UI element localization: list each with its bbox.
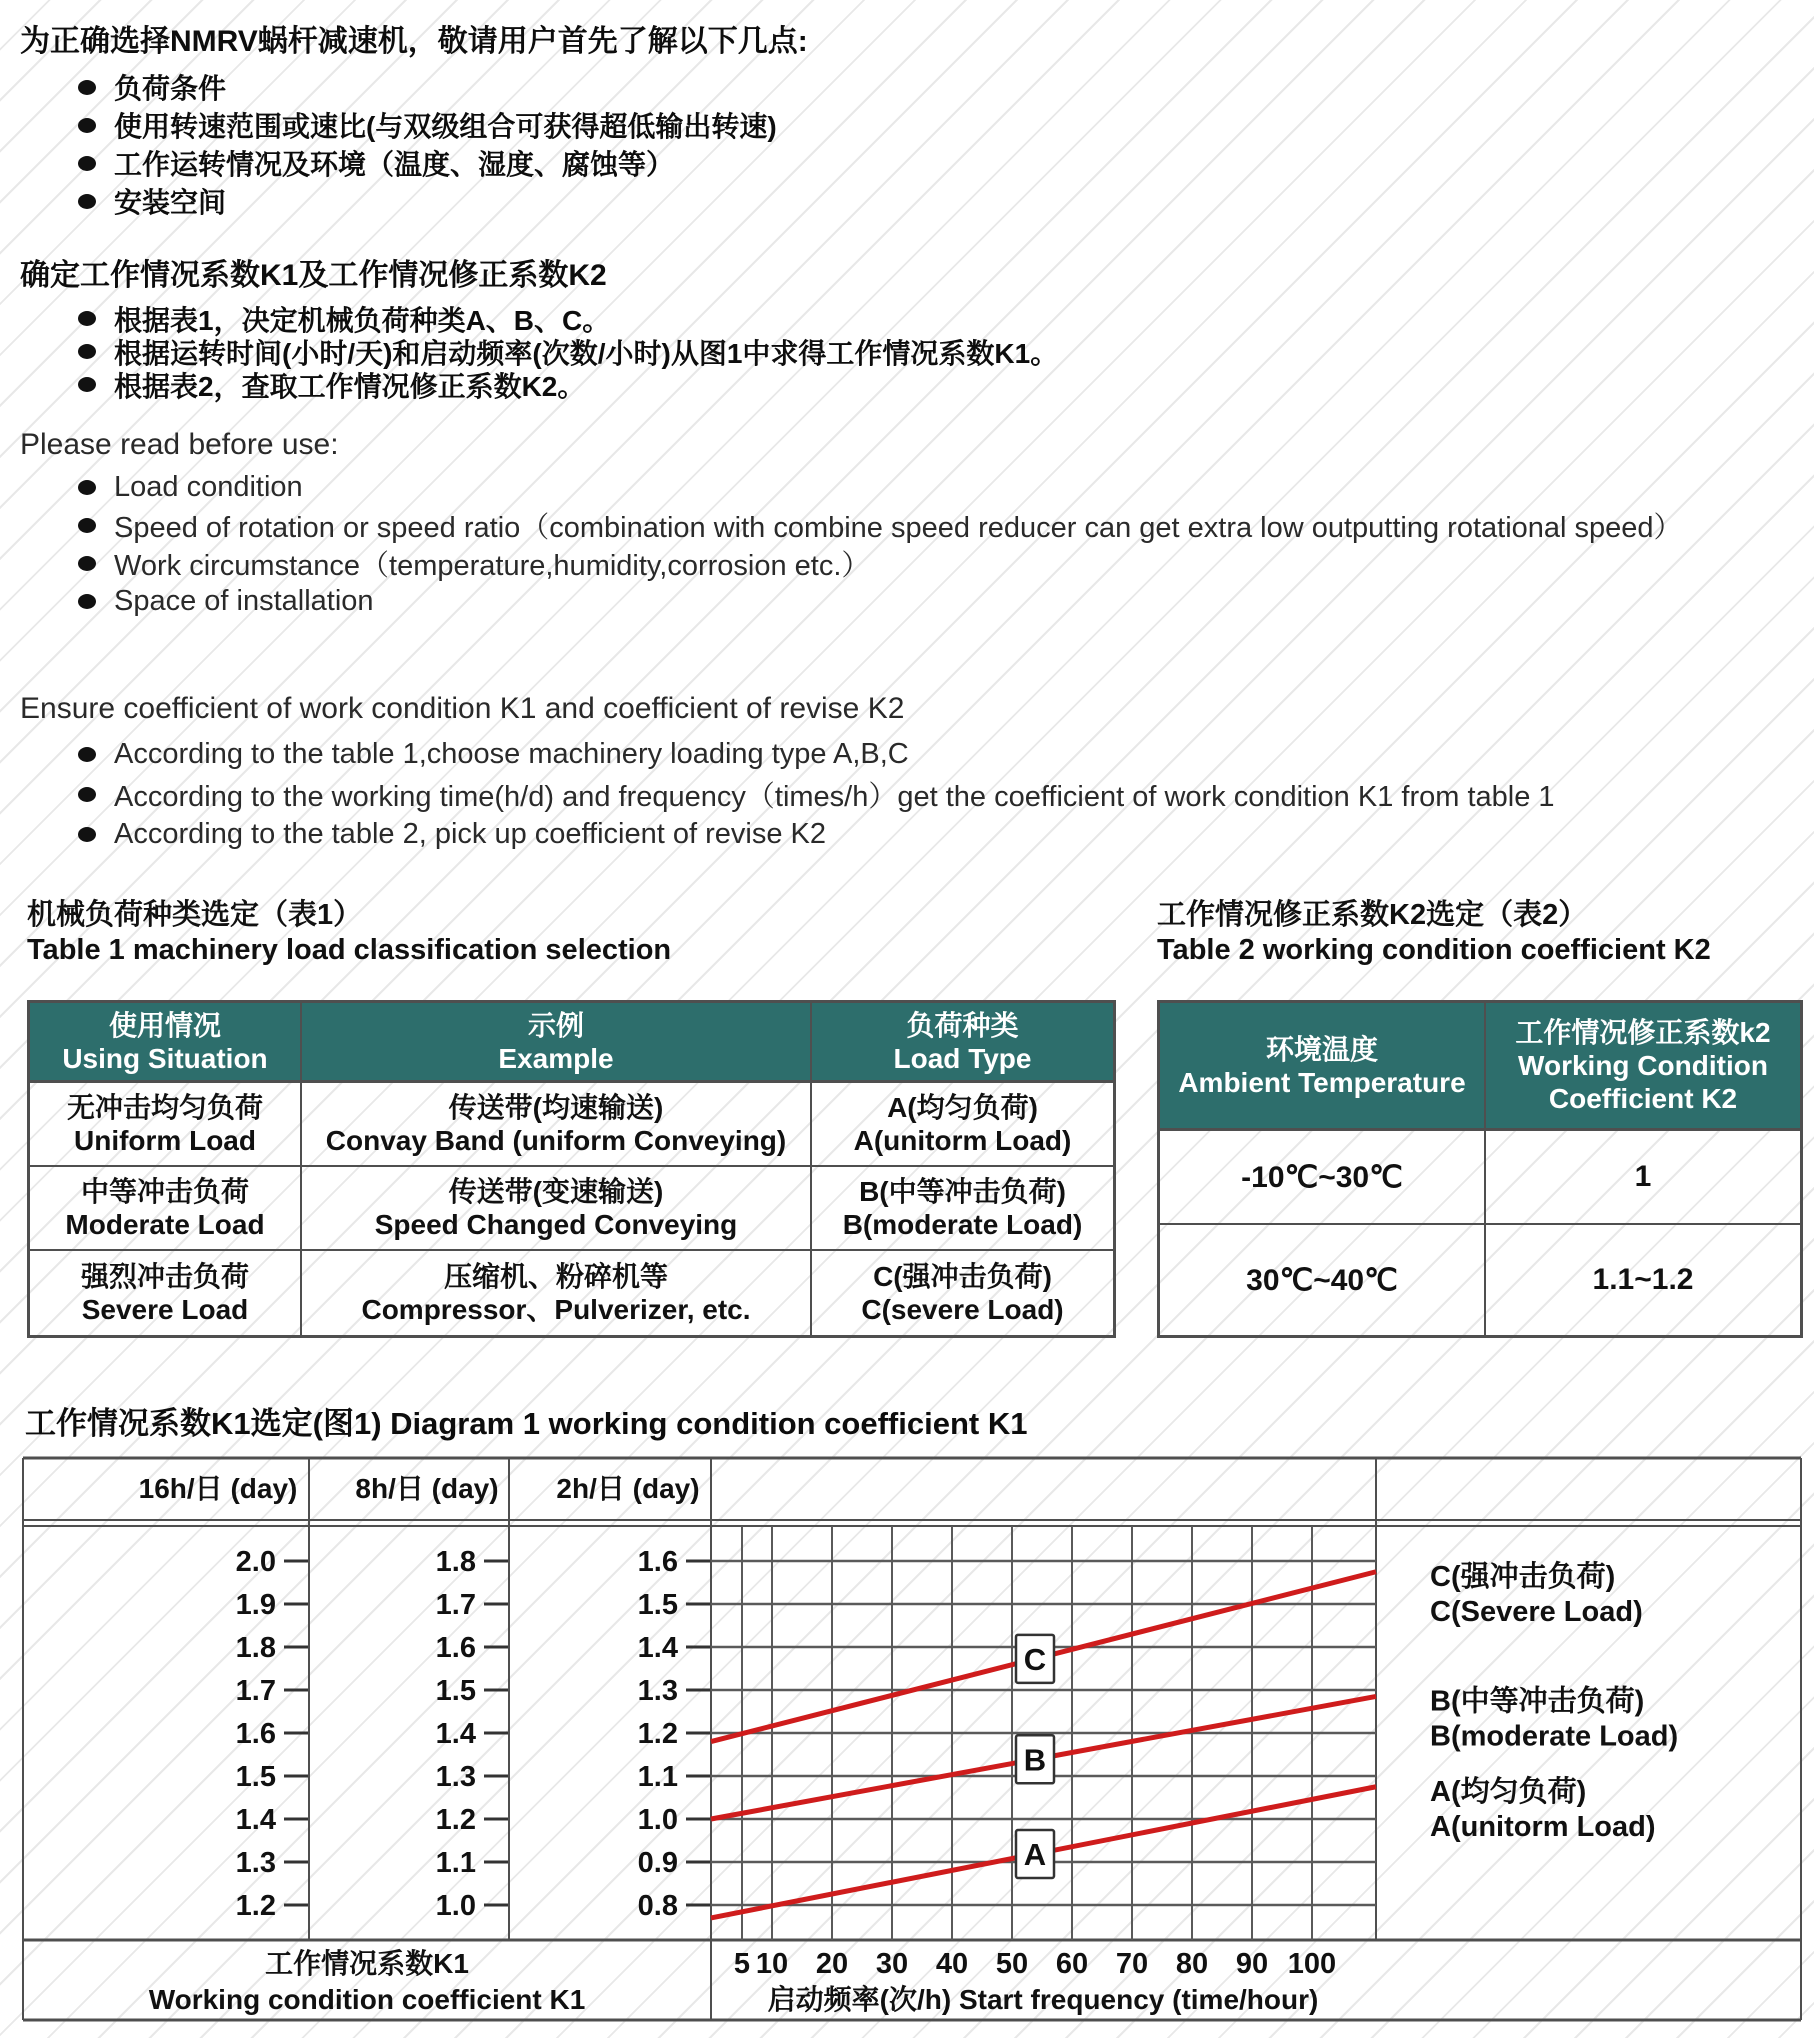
bullet-icon xyxy=(78,556,96,571)
cell-cn: 无冲击均匀负荷 xyxy=(66,1092,263,1123)
table-row-cell xyxy=(302,1167,812,1251)
y-tick-8h: 1.6 xyxy=(435,1632,476,1664)
header-cn: 示例 xyxy=(527,1009,584,1041)
y-tick-2h: 1.6 xyxy=(637,1546,678,1578)
x-tick-label: 60 xyxy=(1055,1948,1089,1980)
y-tick-8h: 1.4 xyxy=(435,1718,476,1750)
bullet-icon xyxy=(78,156,96,171)
footer-label-cn: 工作情况系数K1 xyxy=(265,1948,469,1979)
section-ensure-en xyxy=(20,692,1800,854)
table-row-cell xyxy=(302,1251,812,1335)
header-cn: 负荷种类 xyxy=(906,1009,1019,1041)
column-header-2h: 2h/日 (day) xyxy=(556,1473,700,1504)
list-item xyxy=(20,774,1800,814)
series-label-A: A xyxy=(1023,1837,1047,1873)
header-en: Example xyxy=(498,1042,614,1074)
k2-value: 1.1~1.2 xyxy=(1592,1263,1694,1296)
y-tick-16h: 1.3 xyxy=(235,1847,276,1879)
list-item-text: According to the table 1,choose machinery loading type A,B,C xyxy=(114,737,909,770)
table1-header-cell xyxy=(812,1003,1113,1083)
cell-en: Moderate Load xyxy=(65,1209,265,1240)
y-tick-2h: 1.0 xyxy=(637,1804,678,1836)
series-label-B: B xyxy=(1023,1742,1047,1778)
table2-title-cn: 工作情况修正系数K2选定（表2） xyxy=(1157,899,1588,931)
table-row-cell xyxy=(30,1083,302,1167)
footer-label-en: Working condition coefficient K1 xyxy=(148,1984,586,2015)
header-en: Coefficient K2 xyxy=(1548,1083,1738,1114)
y-tick-2h: 0.9 xyxy=(637,1847,678,1879)
table1-header-cell xyxy=(302,1003,812,1083)
list-item-text: Speed of rotation or speed ratio（combination with combine speed reducer can get extra low outputting rotational speed） xyxy=(114,511,1683,544)
table-row-cell xyxy=(812,1083,1113,1167)
table2-title-en: Table 2 working condition coefficient K2 xyxy=(1157,934,1711,966)
y-tick-2h: 1.3 xyxy=(637,1675,678,1707)
x-tick-label: 20 xyxy=(815,1948,849,1980)
bullet-icon xyxy=(78,787,96,802)
legend-en-C: C(Severe Load) xyxy=(1430,1595,1643,1628)
list-item-text: 工作运转情况及环境（温度、湿度、腐蚀等） xyxy=(114,149,675,180)
list-item xyxy=(20,302,1780,335)
table2-header-cell xyxy=(1486,1003,1800,1131)
list-item-text: Space of installation xyxy=(114,584,374,617)
cell-en: Speed Changed Conveying xyxy=(374,1209,738,1240)
series-label-C: C xyxy=(1023,1641,1047,1677)
list-item-text: 使用转速范围或速比(与双级组合可获得超低输出转速) xyxy=(114,111,777,142)
y-tick-16h: 1.6 xyxy=(235,1718,276,1750)
list-item xyxy=(20,468,1800,506)
list-item xyxy=(20,368,1780,401)
list-item xyxy=(20,814,1800,854)
cell-cn: 压缩机、粉碎机等 xyxy=(443,1261,668,1292)
legend-en-B: B(moderate Load) xyxy=(1430,1720,1679,1753)
table1-title-en: Table 1 machinery load classification selection xyxy=(27,934,672,966)
y-tick-8h: 1.2 xyxy=(435,1804,476,1836)
header-en: Load Type xyxy=(893,1042,1032,1074)
cell-en: Compressor、Pulverizer, etc. xyxy=(361,1294,751,1325)
bullet-icon xyxy=(78,311,96,326)
table2 xyxy=(1157,1000,1803,1338)
legend-en-A: A(unitorm Load) xyxy=(1430,1810,1656,1843)
list-item-text: 负荷条件 xyxy=(114,73,227,104)
ensure-en-list xyxy=(20,734,1800,854)
list-item-text: According to the table 2, pick up coefficient of revise K2 xyxy=(114,817,826,850)
table-row-cell xyxy=(30,1251,302,1335)
chart-title: 工作情况系数K1选定(图1) Diagram 1 working condition coefficient K1 xyxy=(25,1406,1028,1441)
y-tick-16h: 1.2 xyxy=(235,1890,276,1922)
x-tick-label: 40 xyxy=(935,1948,969,1980)
coeff-cn-heading: 确定工作情况系数K1及工作情况修正系数K2 xyxy=(20,259,607,292)
cell-en: Uniform Load xyxy=(74,1125,256,1156)
bullet-icon xyxy=(78,518,96,533)
y-tick-2h: 1.5 xyxy=(637,1589,678,1621)
bullet-icon xyxy=(78,80,96,95)
k1-diagram xyxy=(18,1452,1804,2032)
y-tick-16h: 1.4 xyxy=(235,1804,276,1836)
table-row-cell xyxy=(1160,1225,1486,1335)
bullet-icon xyxy=(78,194,96,209)
y-tick-16h: 1.8 xyxy=(235,1632,276,1664)
list-item-text: Work circumstance（temperature,humidity,corrosion etc.） xyxy=(114,549,871,582)
y-tick-2h: 1.2 xyxy=(637,1718,678,1750)
cell-cn: 中等冲击负荷 xyxy=(80,1176,249,1207)
y-tick-2h: 0.8 xyxy=(637,1890,678,1922)
x-tick-label: 30 xyxy=(875,1948,909,1980)
table-row-cell xyxy=(30,1167,302,1251)
table1-title-cn: 机械负荷种类选定（表1） xyxy=(27,899,363,931)
list-item-text: Load condition xyxy=(114,470,303,503)
ensure-en-heading: Ensure coefficient of work condition K1 and coefficient of revise K2 xyxy=(20,692,905,725)
list-item xyxy=(20,506,1800,544)
header-cn: 环境温度 xyxy=(1265,1033,1378,1065)
table1-title xyxy=(27,898,671,968)
table-row-cell xyxy=(812,1167,1113,1251)
y-tick-8h: 1.7 xyxy=(435,1589,476,1621)
y-tick-8h: 1.8 xyxy=(435,1546,476,1578)
y-tick-8h: 1.1 xyxy=(435,1847,476,1879)
legend-cn-C: C(强冲击负荷) xyxy=(1430,1560,1616,1593)
bullet-icon xyxy=(78,747,96,762)
cell-en: A(unitorm Load) xyxy=(853,1125,1072,1156)
header-en: Ambient Temperature xyxy=(1178,1066,1466,1098)
cell-cn: B(中等冲击负荷) xyxy=(859,1176,1066,1207)
column-header-8h: 8h/日 (day) xyxy=(355,1473,499,1504)
header-en: Working Condition xyxy=(1518,1050,1768,1081)
x-tick-label: 90 xyxy=(1235,1948,1269,1980)
section-intro-en xyxy=(20,428,1800,620)
x-tick-label: 5 xyxy=(733,1948,751,1980)
cell-en: Convay Band (uniform Conveying) xyxy=(325,1125,787,1156)
x-tick-label: 70 xyxy=(1115,1948,1149,1980)
list-item-text: 根据表1，决定机械负荷种类A、B、C。 xyxy=(114,304,611,336)
y-tick-16h: 1.7 xyxy=(235,1675,276,1707)
header-cn: 使用情况 xyxy=(108,1009,221,1041)
intro-cn-list xyxy=(20,68,1780,220)
header-cn: 工作情况修正系数k2 xyxy=(1515,1017,1771,1048)
table-row-cell xyxy=(1486,1225,1800,1335)
list-item xyxy=(20,335,1780,368)
bullet-icon xyxy=(78,594,96,609)
x-tick-label: 50 xyxy=(995,1948,1029,1980)
list-item xyxy=(20,582,1800,620)
y-tick-8h: 1.3 xyxy=(435,1761,476,1793)
bullet-icon xyxy=(78,344,96,359)
list-item-text: 安装空间 xyxy=(114,187,227,218)
list-item xyxy=(20,68,1780,106)
cell-cn: C(强冲击负荷) xyxy=(873,1261,1052,1292)
y-tick-2h: 1.1 xyxy=(637,1761,678,1793)
header-en: Using Situation xyxy=(62,1042,268,1074)
bullet-icon xyxy=(78,827,96,842)
bullet-icon xyxy=(78,480,96,495)
cell-cn: 传送带(均速输送) xyxy=(448,1092,664,1123)
list-item-text: 根据运转时间(小时/天)和启动频率(次数/小时)从图1中求得工作情况系数K1。 xyxy=(114,337,1059,369)
table1 xyxy=(27,1000,1116,1338)
bullet-icon xyxy=(78,118,96,133)
list-item xyxy=(20,544,1800,582)
intro-en-heading: Please read before use: xyxy=(20,428,339,461)
cell-cn: 强烈冲击负荷 xyxy=(80,1261,249,1292)
list-item xyxy=(20,734,1800,774)
bullet-icon xyxy=(78,377,96,392)
section-intro-cn xyxy=(20,16,1780,220)
list-item-text: 根据表2，查取工作情况修正系数K2。 xyxy=(114,370,586,402)
cell-cn: A(均匀负荷) xyxy=(887,1092,1038,1123)
temperature-range: 30℃~40℃ xyxy=(1246,1263,1398,1297)
coeff-cn-list xyxy=(20,302,1780,401)
section-coeff-cn xyxy=(20,250,1780,401)
chart-plot-area xyxy=(236,1526,1678,1980)
column-header-16h: 16h/日 (day) xyxy=(138,1473,298,1504)
table-row-cell xyxy=(1160,1131,1486,1225)
table-row-cell xyxy=(1486,1131,1800,1225)
x-tick-label: 100 xyxy=(1287,1948,1337,1980)
y-tick-16h: 1.5 xyxy=(235,1761,276,1793)
y-tick-2h: 1.4 xyxy=(637,1632,678,1664)
list-item xyxy=(20,182,1780,220)
intro-cn-heading: 为正确选择NMRV蜗杆减速机，敬请用户首先了解以下几点: xyxy=(20,25,808,58)
y-tick-8h: 1.0 xyxy=(435,1890,476,1922)
x-tick-label: 10 xyxy=(755,1948,789,1980)
k2-value: 1 xyxy=(1634,1160,1652,1193)
cell-en: B(moderate Load) xyxy=(842,1209,1083,1240)
cell-en: C(severe Load) xyxy=(861,1294,1064,1325)
table2-header-cell xyxy=(1160,1003,1486,1131)
legend-cn-A: A(均匀负荷) xyxy=(1430,1775,1587,1808)
table1-header-cell xyxy=(30,1003,302,1083)
list-item-text: According to the working time(h/d) and frequency（times/h）get the coefficient of work condition K1 from table 1 xyxy=(114,780,1555,813)
cell-en: Severe Load xyxy=(81,1294,249,1325)
table-row-cell xyxy=(302,1083,812,1167)
y-tick-16h: 1.9 xyxy=(235,1589,276,1621)
y-tick-8h: 1.5 xyxy=(435,1675,476,1707)
legend-cn-B: B(中等冲击负荷) xyxy=(1430,1685,1645,1718)
y-tick-16h: 2.0 xyxy=(235,1546,276,1578)
cell-cn: 传送带(变速输送) xyxy=(448,1176,664,1207)
x-tick-label: 80 xyxy=(1175,1948,1209,1980)
table2-title xyxy=(1157,898,1711,968)
list-item xyxy=(20,106,1780,144)
x-axis-label: 启动频率(次/h) Start frequency (time/hour) xyxy=(767,1984,1319,2015)
table-row-cell xyxy=(812,1251,1113,1335)
list-item xyxy=(20,144,1780,182)
temperature-range: -10℃~30℃ xyxy=(1241,1160,1403,1194)
intro-en-list xyxy=(20,468,1800,620)
